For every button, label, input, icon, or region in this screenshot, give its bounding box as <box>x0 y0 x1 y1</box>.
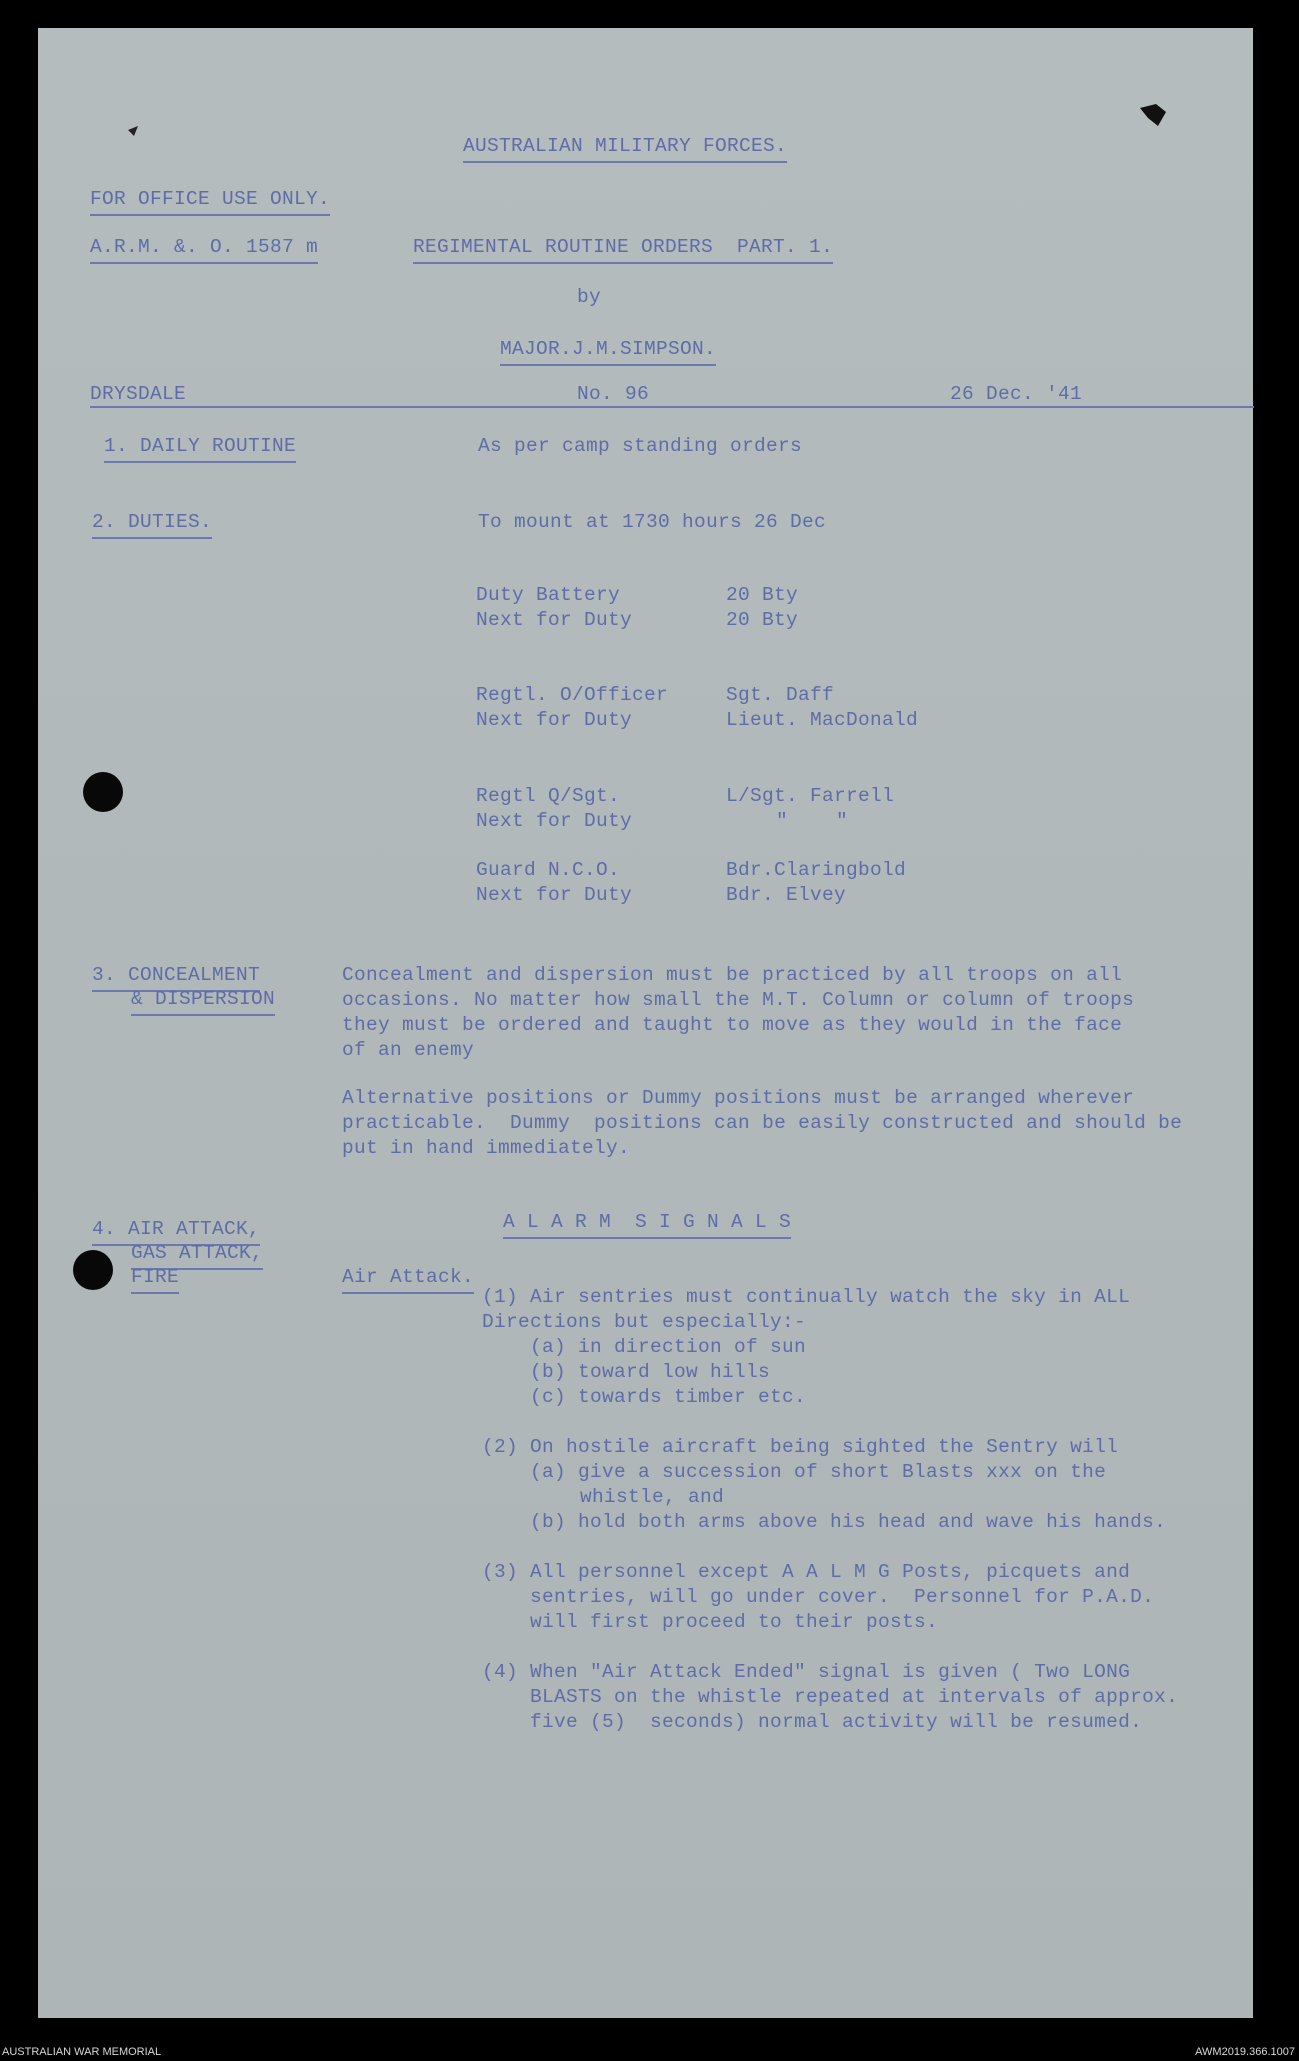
item-4-line: BLASTS on the whistle repeated at intervals of approx. <box>530 1686 1179 1708</box>
item-3-line: will first proceed to their posts. <box>530 1611 939 1633</box>
duty-role: Guard N.C.O. <box>476 859 621 881</box>
duty-name: Bdr. Elvey <box>726 884 847 906</box>
header-place: DRYSDALE <box>90 383 187 405</box>
section-3-p1-line: of an enemy <box>342 1039 475 1061</box>
section-4-label-cont: GAS ATTACK, <box>131 1241 263 1270</box>
duty-role: Regtl. O/Officer <box>476 684 669 706</box>
section-3-p2-line: Alternative positions or Dummy positions must be arranged wherever <box>342 1087 1135 1109</box>
item-1-line: (a) in direction of sun <box>530 1336 807 1358</box>
duty-name: 20 Bty <box>726 584 799 606</box>
header-org: AUSTRALIAN MILITARY FORCES. <box>463 134 787 163</box>
section-3-p1-line: Concealment and dispersion must be practiced by all troops on all <box>342 964 1123 986</box>
duty-role: Regtl Q/Sgt. <box>476 785 621 807</box>
duty-role: Duty Battery <box>476 584 621 606</box>
footer-right: AWM2019.366.1007 <box>1195 2046 1295 2058</box>
duty-name: 20 Bty <box>726 609 799 631</box>
duty-name: Lieut. MacDonald <box>726 709 919 731</box>
section-4-label: 4. AIR ATTACK, <box>92 1217 260 1246</box>
header-title: REGIMENTAL ROUTINE ORDERS PART. 1. <box>413 235 833 264</box>
punch-hole-top <box>83 772 123 812</box>
section-3-label-cont: & DISPERSION <box>131 987 275 1016</box>
section-2-intro: To mount at 1730 hours 26 Dec <box>478 511 827 533</box>
duty-name: Bdr.Claringbold <box>726 859 907 881</box>
punch-hole-bottom <box>73 1250 113 1290</box>
section-2-label: 2. DUTIES. <box>92 510 212 539</box>
section-1-text: As per camp standing orders <box>478 435 803 457</box>
header-office-use: FOR OFFICE USE ONLY. <box>90 187 330 216</box>
section-3-p2-line: put in hand immediately. <box>342 1137 631 1159</box>
item-4-line: five (5) seconds) normal activity will be resumed. <box>530 1711 1143 1733</box>
section-1-label: 1. DAILY ROUTINE <box>104 434 296 463</box>
item-1-line: (1) Air sentries must continually watch the sky in ALL <box>482 1286 1131 1308</box>
section-3-p2-line: practicable. Dummy positions can be easily constructed and should be <box>342 1112 1183 1134</box>
section-3-p1-line: they must be ordered and taught to move as they would in the face <box>342 1014 1123 1036</box>
item-2-line: (b) hold both arms above his head and wave his hands. <box>530 1511 1167 1533</box>
duty-role: Next for Duty <box>476 709 633 731</box>
header-number: No. 96 <box>577 383 650 405</box>
item-3-line: (3) All personnel except A A L M G Posts, picquets and <box>482 1561 1131 1583</box>
duty-role: Next for Duty <box>476 884 633 906</box>
item-4-line: (4) When "Air Attack Ended" signal is given ( Two LONG <box>482 1661 1131 1683</box>
item-1-line: (b) toward low hills <box>530 1361 771 1383</box>
item-1-line: (c) towards timber etc. <box>530 1386 807 1408</box>
paper-mark <box>126 124 142 140</box>
air-attack-subheading: Air Attack. <box>342 1265 474 1294</box>
header-date: 26 Dec. '41 <box>950 383 1083 405</box>
header-ref: A.R.M. &. O. 1587 m <box>90 235 318 264</box>
section-3-label: 3. CONCEALMENT <box>92 963 260 992</box>
paper-tear <box>1138 104 1168 130</box>
duty-name: " " <box>776 810 849 832</box>
item-2-line: (2) On hostile aircraft being sighted the Sentry will <box>482 1436 1119 1458</box>
duty-role: Next for Duty <box>476 609 633 631</box>
item-2-line: (a) give a succession of short Blasts xxx on the <box>530 1461 1107 1483</box>
alarm-signals-heading: A L A R M S I G N A L S <box>503 1210 791 1239</box>
duty-role: Next for Duty <box>476 810 633 832</box>
duty-name: L/Sgt. Farrell <box>726 785 895 807</box>
section-4-label-cont: FIRE <box>131 1265 179 1294</box>
item-1-line: Directions but especially:- <box>482 1311 807 1333</box>
section-3-p1-line: occasions. No matter how small the M.T. Column or column of troops <box>342 989 1135 1011</box>
item-2-line: whistle, and <box>580 1486 725 1508</box>
header-by: by <box>577 286 602 308</box>
duty-name: Sgt. Daff <box>726 684 835 706</box>
header-officer: MAJOR.J.M.SIMPSON. <box>500 337 716 366</box>
header-rule <box>90 406 1254 408</box>
item-3-line: sentries, will go under cover. Personnel for P.A.D. <box>530 1586 1155 1608</box>
footer-left: AUSTRALIAN WAR MEMORIAL <box>2 2046 162 2058</box>
